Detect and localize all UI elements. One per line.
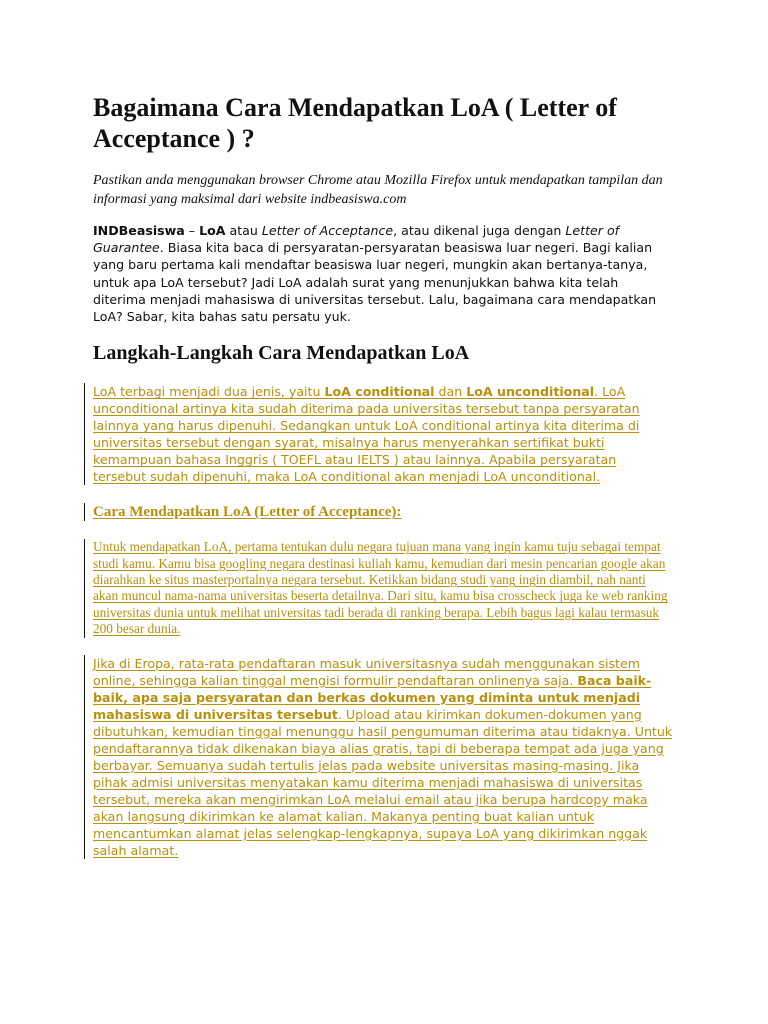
text-part: atau: [225, 223, 262, 238]
section-heading: Langkah-Langkah Cara Mendapatkan LoA: [93, 342, 470, 365]
dash: –: [184, 223, 200, 238]
term-letter-of-guarantee: Letter of Guarantee: [93, 223, 620, 256]
change-bar: [84, 383, 85, 485]
document-title: Bagaimana Cara Mendapatkan LoA ( Letter of Acceptance ) ?: [93, 93, 617, 153]
text-part: LoA terbagi menjadi dua jenis, yaitu: [93, 384, 325, 400]
subheading-link[interactable]: [93, 503, 683, 521]
text-part: . LoA unconditional artinya kita sudah diterima pada universitas tersebut tanpa persyaratan lainnya yang harus dipenuhi. Sedangkan untuk LoA conditional artinya kita diterima di universitas tersebut dengan syarat, misalnya harus menyerahkan sertifikat bukti kemampuan bahasa Inggris ( TOEFL atau IELTS ) atau lainnya. Apabila persyaratan tersebut sudah dipenuhi, maka LoA conditional akan menjadi LoA unconditional.: [93, 384, 640, 485]
emphasis-requirements: Baca baik-baik, apa saja persyaratan dan berkas dokumen yang diminta untuk menjadi mahasiswa di universitas tersebut: [93, 672, 652, 722]
loa-types-paragraph[interactable]: [93, 383, 673, 485]
text-part: . Biasa kita baca di persyaratan-persyaratan beasiswa luar negeri. Bagi kalian yang baru pertama kali mendaftar beasiswa luar negeri, mungkin akan bertanya-tanya, untuk apa LoA tersebut? Jadi LoA adalah surat yang menunjukkan bahwa kita telah diterima menjadi mahasiswa di universitas tersebut. Lalu, bagaimana cara mendapatkan LoA? Sabar, kita bahas satu persatu yuk.: [93, 240, 657, 325]
registration-paragraph[interactable]: [93, 655, 673, 859]
change-bar: [84, 503, 85, 521]
text-part: Jika di Eropa, rata-rata pendaftaran masuk universitasnya sudah menggunakan sistem online, sehingga kalian tinggal mengisi formulir pendaftaran onlinenya saja.: [93, 655, 640, 688]
browser-note: Pastikan anda menggunakan browser Chrome atau Mozilla Firefox untuk mendapatkan tampilan dan informasi yang maksimal dari website indbeasiswa.com: [93, 173, 663, 207]
text-part: . Upload atau kirimkan dokumen-dokumen yang dibutuhkan, kemudian tinggal menunggu hasil pengumuman diterima atau tidaknya. Untuk pendaftarannya tidak dikenakan biaya alias gratis, tapi di beberapa tempat ada juga yang berbayar. Semuanya sudah tertulis jelas pada website universitas masing-masing. Jika pihak admisi universitas menyatakan kamu diterima menjadi mahasiswa di universitas tersebut, mereka akan mengirimkan LoA melalui email atau jika berupa hardcopy maka akan langsung dikirimkan ke alamat kalian. Makanya penting buat kalian untuk mencantumkan alamat jelas selengkap-lengkapnya, supaya LoA yang dikirimkan nggak salah alamat.: [93, 706, 673, 858]
change-bar: [84, 539, 85, 637]
text-part: dan: [434, 384, 467, 400]
country-selection-paragraph[interactable]: [93, 539, 673, 637]
loa-conditional-term: LoA conditional: [324, 384, 435, 400]
subheading-text: Cara Mendapatkan LoA (Letter of Acceptance):: [93, 504, 402, 521]
document-page: [93, 92, 683, 859]
change-bar: [84, 655, 85, 859]
term-letter-of-acceptance: Letter of Acceptance: [261, 223, 394, 238]
text-part: , atau dikenal juga dengan: [393, 223, 566, 238]
loa-term: LoA: [199, 223, 226, 238]
loa-unconditional-term: LoA unconditional: [466, 384, 595, 400]
text-part: Untuk mendapatkan LoA, pertama tentukan dulu negara tujuan mana yang ingin kamu tuju sebagai tempat studi kamu. Kamu bisa googling negara destinasi kuliah kamu, kemudian dari mesin pencarian google akan diarahkan ke situs masterportalnya negara tersebut. Ketikkan bidang studi yang ingin diambil, nah nanti akan muncul nama-nama universitas beserta detailnya. Dari situ, kamu bisa crosscheck juga ke web ranking universitas dunia untuk melihat universitas tadi berada di ranking berapa. Lebih bagus lagi kalau termasuk 200 besar dunia.: [93, 539, 668, 637]
brand-name: INDBeasiswa: [93, 223, 185, 238]
intro-paragraph: [93, 222, 671, 325]
